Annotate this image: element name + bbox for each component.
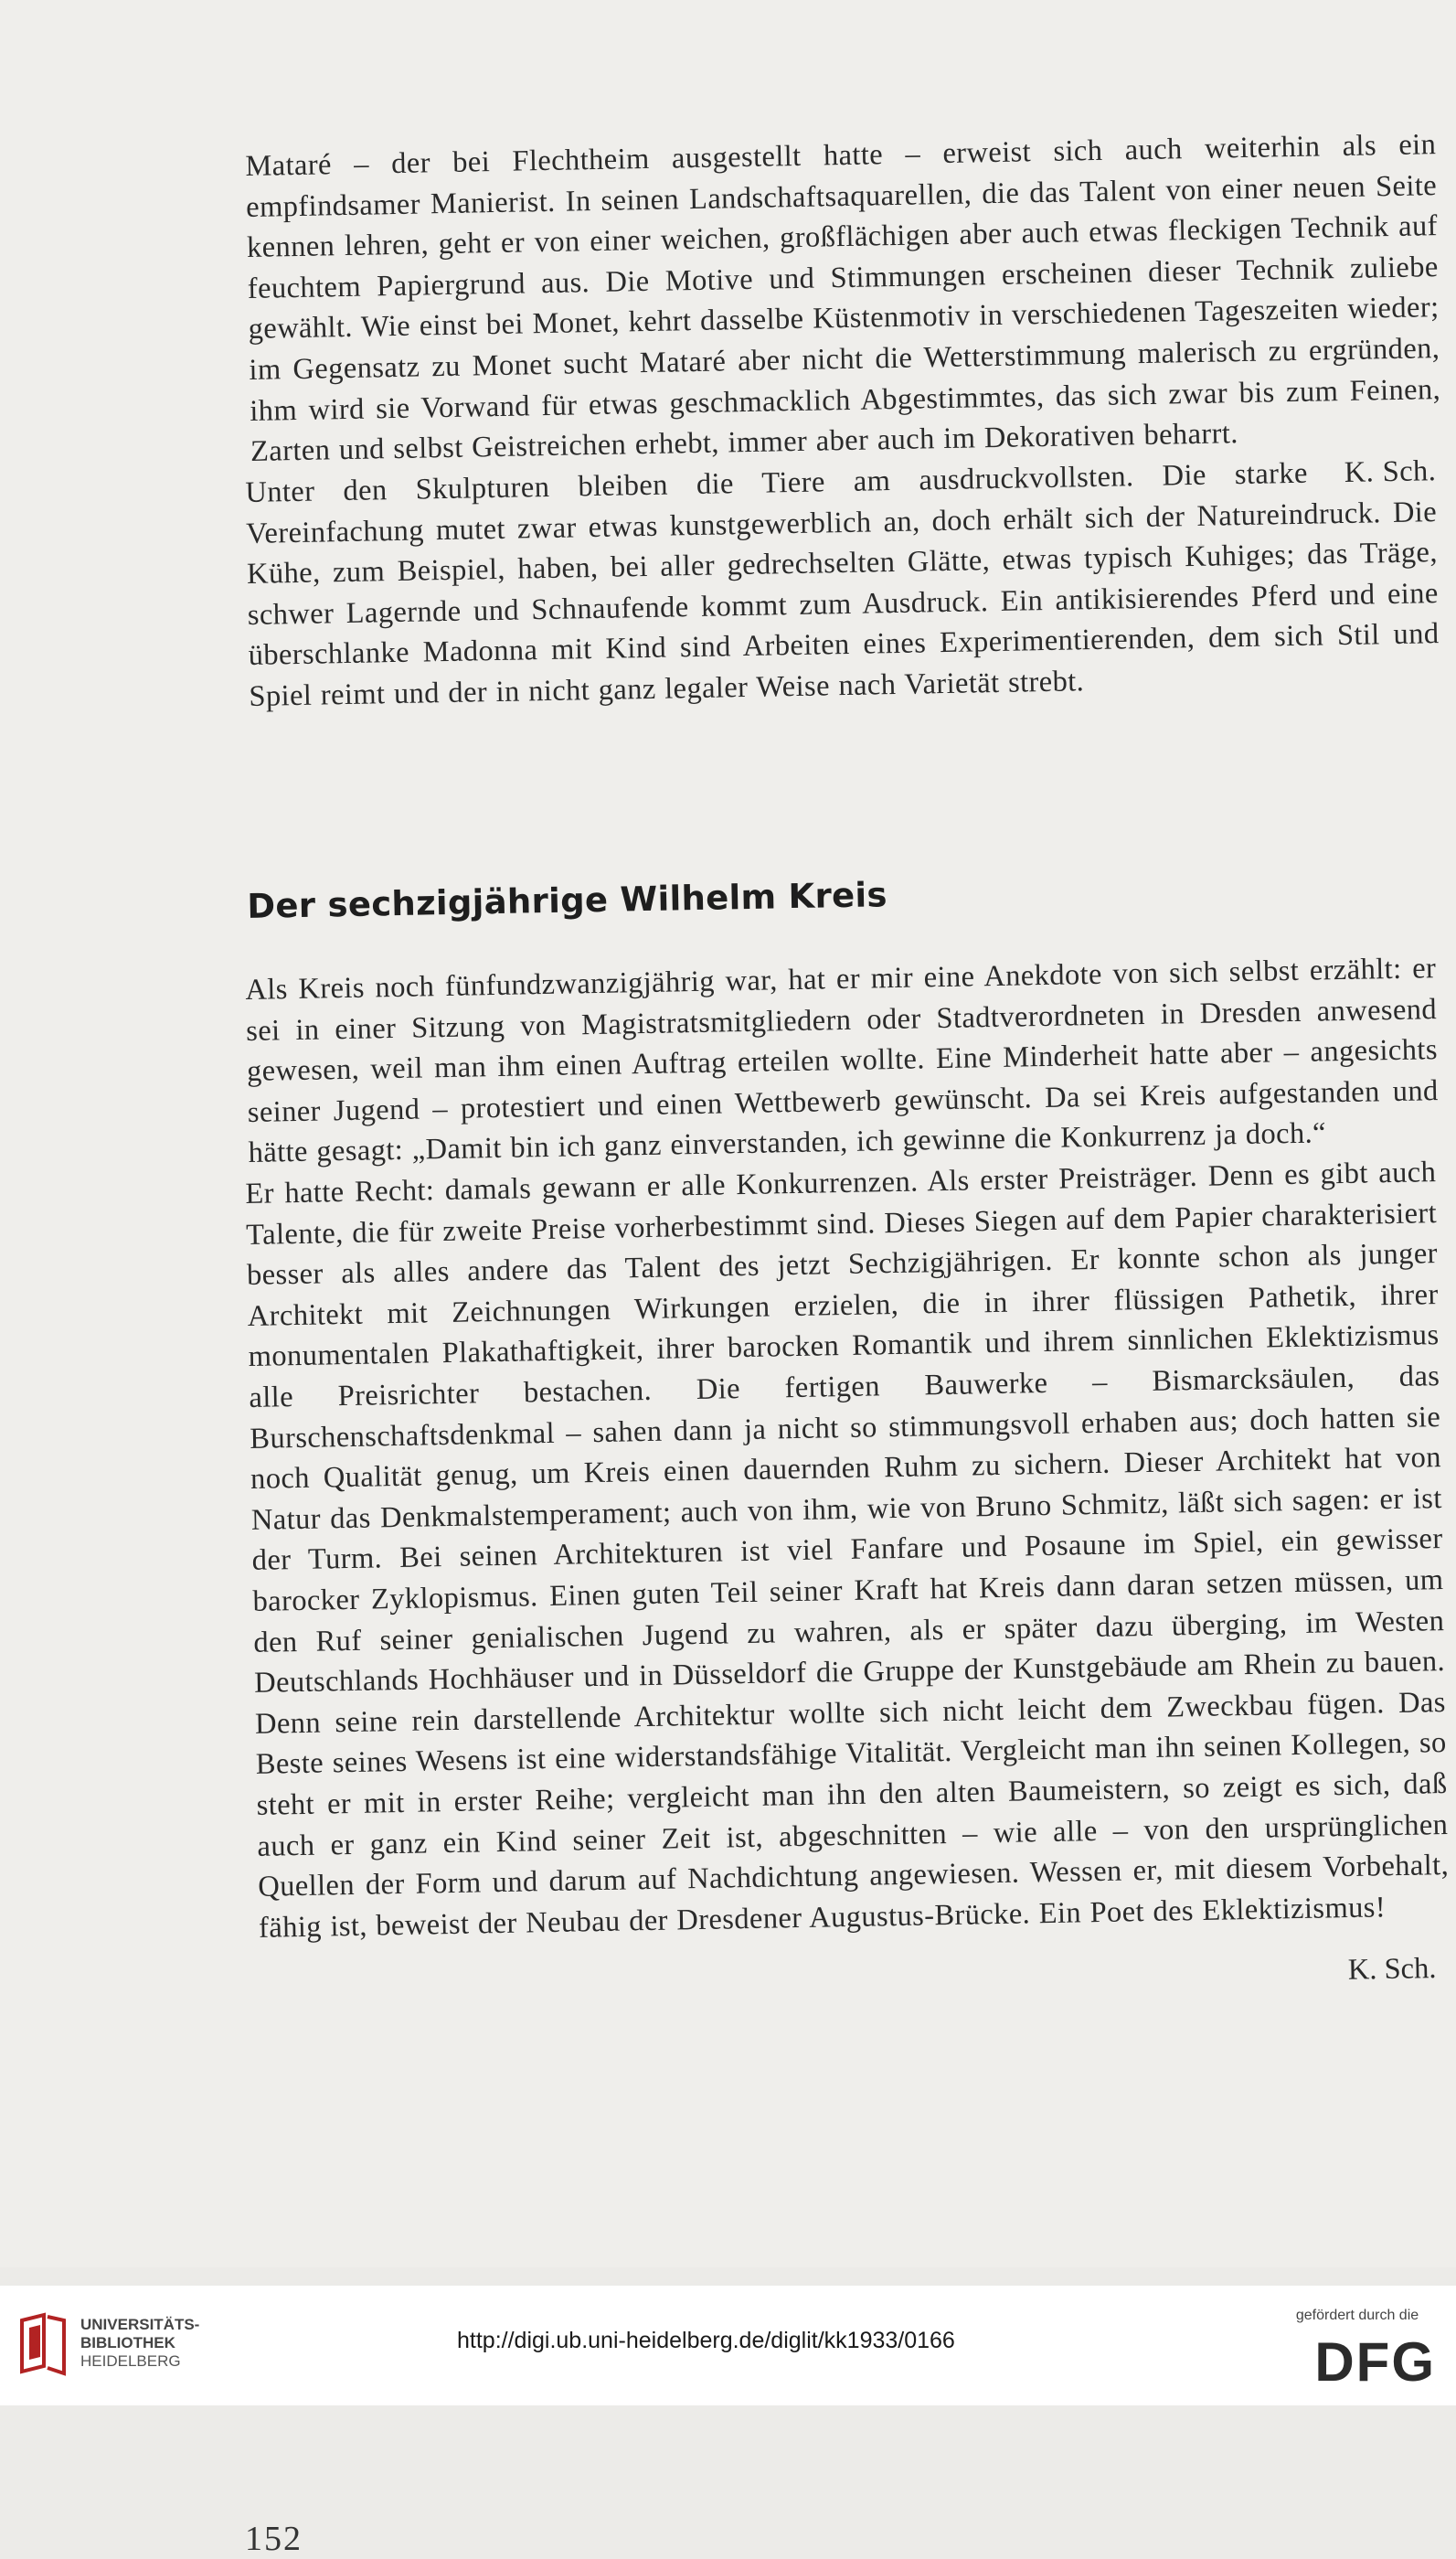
article-heading: Der sechzigjährige Wilhelm Kreis [247,875,888,926]
dfg-logo[interactable]: DFG [1314,2331,1436,2393]
author-signature: K. Sch. [1347,1952,1437,1988]
source-url-link[interactable]: http://digi.ub.uni-heidelberg.de/diglit/kk1933/0166 [457,2328,955,2353]
university-library-logo-icon[interactable] [16,2311,69,2381]
library-name[interactable]: UNIVERSITÄTS- BIBLIOTHEK HEIDELBERG [80,2316,200,2370]
previous-article-end [245,128,1441,717]
paragraph: Als Kreis noch fünfundzwanzigjährig war, hat er mir eine Anekdote von sich selbst erzählt: er sei in einer Sitzung von Magistratsmitgliedern oder Stadtverordneten in Dresden anwesend gewesen, weil man ihm einen Auftrag erteilen wollte. Eine Minderheit hatte aber – angesichts seiner Jugend – protestiert und einen Wettbewerb gewünscht. Da sei Kreis aufgestanden und hätte gesagt: „Damit bin ich ganz einverstanden, ich gewinne die Konkurrenz ja doch.“ [245,952,1439,1170]
paragraph: Er hatte Recht: damals gewann er alle Konkurrenzen. Als erster Preisträger. Denn es gibt auch Talente, die für zweite Preise vorherbestimmt sind. Dieses Siegen auf dem Papier charakterisiert besser als alles andere das Talent des jetzt Sechzigjährigen. Er konnte schon als junger Architekt mit Zeichnungen Wirkungen erzielen, die in ihrer flüssigen Pathetik, ihrer monumentalen Plakathaftigkeit, ihrer barocken Romantik und ihrem sinnlichen Eklektizismus alle Preisrichter bestachen. Die fertigen Bauwerke – Bismarcksäulen, das Burschenschaftsdenkmal – sahen dann ja nicht so stimmungsvoll erhaben aus; doch hatten sie noch Qualität genug, um Kreis einen dauernden Ruhm zu sichern. Dieser Architekt hat von Natur das Denkmalstemperament; auch von ihm, wie von Bruno Schmitz, läßt sich sagen: er ist der Turm. Bei seinen Architekturen ist viel Fanfare und Posaune im Spiel, ein gewisser barocker Zyklopismus. Einen guten Teil seiner Kraft hat Kreis dann daran setzen müssen, um den Ruf seiner genialischen Jugend zu wahren, als er später dazu überging, im Westen Deutschlands Hochhäuser und in Düsseldorf die Gruppe der Kunstgebäude am Rhein zu bauen. Denn seine rein darstellende Architektur wollte sich nicht leicht dem Zweckbau fügen. Das Beste seines Wesens ist eine widerstandsfähige Vitalität. Vergleicht man ihn seinen Kollegen, so steht er mit in erster Reihe; vergleicht man ihn den alten Baumeistern, so zeigt es sich, daß auch er ganz ein Kind seiner Zeit ist, abgeschnitten – wie alle – von den ursprünglichen Quellen der Form und darum auf Nachdichtung angewiesen. Wessen er, mit diesem Vorbehalt, fähig ist, beweist der Neubau der Dresdener Augustus-Brücke. Ein Poet des Eklektizismus! [245,1156,1450,1945]
funding-note: gefördert durch die [1295,2308,1419,2323]
article [245,875,1450,1989]
author-signature: K. Sch. [1344,453,1437,489]
paragraph: Mataré – der bei Flechtheim ausgestellt hatte – erweist sich auch weiterhin als ein empfindsamer Manierist. In seinen Landschaftsaquarellen, die das Talent von einer neuen Seite kennen lehren, geht er von einer weichen, großflächigen aber auch etwas fleckigen Technik auf feuchtem Papiergrund aus. Die Motive und Stimmungen erscheinen dieser Technik zuliebe gewählt. Wie einst bei Monet, kehrt dasselbe Küstenmotiv in verschiedenen Tageszeiten wieder; im Gegensatz zu Monet sucht Mataré aber nicht die Wetterstimmung malerisch zu ergründen, ihm wird sie Vorwand für etwas geschmacklich Abgestimmtes, das sich zwar bis zum Feinen, Zarten und selbst Geistreichen erhebt, immer aber auch im Dekorativen beharrt. [245,128,1441,469]
footer-bar [0,2286,1456,2405]
paragraph: K. Sch. Unter den Skulpturen bleiben die Tiere am ausdruckvollsten. Die starke Vereinfachung mutet zwar etwas kunstgewerblich an, doch erhält sich der Natureindruck. Die Kühe, zum Beispiel, haben, bei aller gedrechselten Glätte, etwas typisch Kuhiges; das Träge, schwer Lagernde und Schnaufende kommt zum Ausdruck. Ein antikisierendes Pferd und eine überschlanke Madonna mit Kind sind Arbeiten eines Experimentierenden, dem sich Stil und Spiel reimt und der in nicht ganz legaler Weise nach Varietät strebt. [245,451,1440,717]
page-number: 152 [245,2520,303,2558]
